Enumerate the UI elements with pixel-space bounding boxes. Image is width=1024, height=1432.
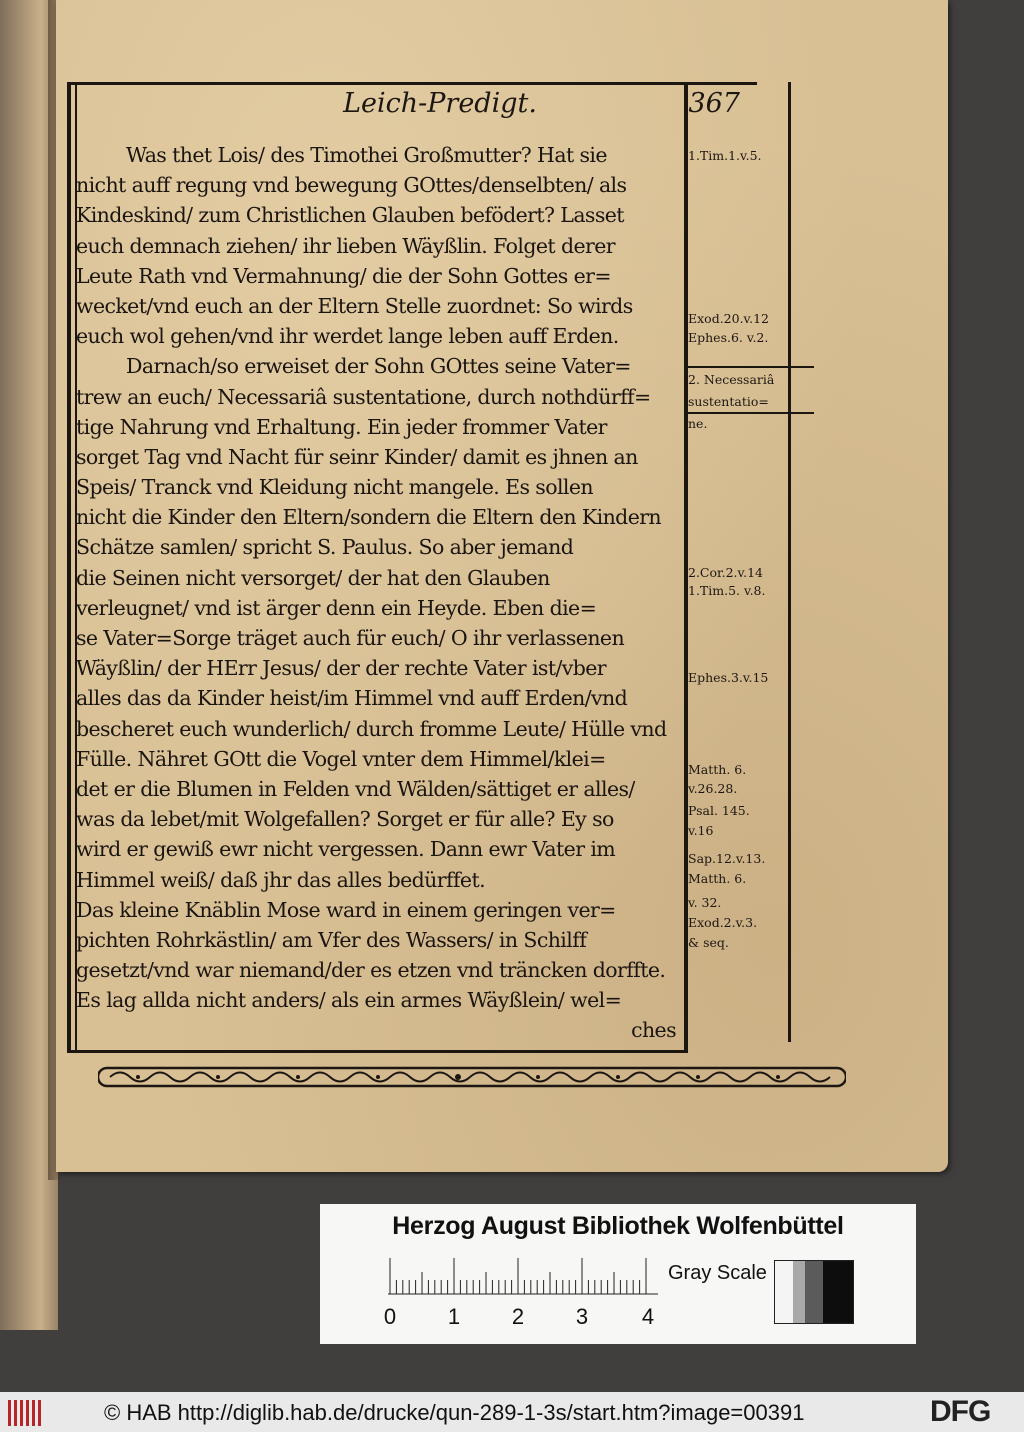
text-line: gesetzt/vnd war niemand/der es etzen vnd träncken dorffte. [76,958,666,983]
ruler-number: 3 [575,1304,589,1329]
text-line: Leute Rath vnd Vermahnung/ die der Sohn Gottes er= [76,263,611,288]
source-url-link[interactable]: © HAB http://diglib.hab.de/drucke/qun-289-1-3s/start.htm?image=00391 [104,1400,805,1425]
text-line: Schätze samlen/ spricht S. Paulus. So aber jemand [76,535,574,560]
text-line: wird er gewiß ewr nicht vergessen. Dann ewr Vater im [76,837,616,862]
text-line: Darnach/so erweiset der Sohn GOttes seine Vater= [126,354,631,379]
text-line: Wäyßlin/ der HErr Jesus/ der der rechte Vater ist/vber [76,656,606,681]
marginal-note: Exod.20.v.12 [688,311,770,326]
marginal-note: Ephes.3.v.15 [688,670,769,685]
text-line: die Seinen nicht versorget/ der hat den Glauben [76,565,550,590]
marginal-note: Exod.2.v.3. [688,915,758,930]
text-line: Speis/ Tranck vnd Kleidung nicht mangele. Es sollen [76,475,594,500]
marginal-note: 1.Tim.1.v.5. [688,148,762,163]
body-text [76,140,684,1050]
gray-scale-label: Gray Scale [668,1262,767,1284]
text-line: euch wol gehen/vnd ihr werdet lange leben auff Erden. [76,324,619,349]
running-head: Leich-Predigt. [343,88,537,119]
marginal-note: Ephes.6. v.2. [688,330,769,345]
text-line: nicht auff regung vnd bewegung GOttes/denselbten/ als [76,173,627,198]
marginal-note: v.26.28. [688,781,738,796]
text-line: Fülle. Nähret GOtt die Vogel vnter dem Himmel/klei= [76,746,606,771]
gray-patch [775,1261,793,1323]
footer-bar [0,1392,1024,1432]
text-line: sorget Tag vnd Nacht für seinr Kinder/ damit es jhnen an [76,444,638,469]
text-line: det er die Blumen in Felden vnd Wälden/sättiget er alles/ [76,776,635,801]
text-line: pichten Rohrkästlin/ am Vfer des Wassers/ in Schilff [76,927,587,952]
gray-patch [793,1261,805,1323]
marginal-note: 2. Necessariâ [688,372,775,387]
library-name: Herzog August Bibliothek Wolfenbüttel [392,1212,844,1240]
stripes-logo-icon [8,1400,46,1426]
marginal-note: Psal. 145. [688,803,750,818]
marginal-note: 1.Tim.5. v.8. [688,583,766,598]
text-line: Es lag allda nicht anders/ als ein armes Wäyßlein/ wel= [76,988,622,1013]
ruler-number: 0 [383,1304,397,1329]
frame-rule-bottom [67,1050,688,1053]
ruler-number: 1 [447,1304,461,1329]
catchword: ches [631,1018,676,1043]
sidenote-box-bottom [688,412,814,414]
frame-rule-left [67,82,71,1050]
text-line: Kindeskind/ zum Christlichen Glauben befödert? Lasset [76,203,624,228]
text-line: wecket/vnd euch an der Eltern Stelle zuordnet: So wirds [76,293,633,318]
ornament-band [98,1064,846,1090]
marginal-note: v.16 [688,823,714,838]
text-line: verleugnet/ vnd ist ärger denn ein Heyde. Eben die= [76,595,597,620]
text-line: se Vater=Sorge träget auch für euch/ O ihr verlassenen [76,626,625,650]
text-line: nicht die Kinder den Eltern/sondern die Eltern den Kindern [76,505,662,530]
marginal-note: Matth. 6. [688,871,747,886]
measurement-ruler [388,1254,658,1296]
gray-patch [805,1261,823,1323]
page-number: 367 [688,88,740,119]
marginal-note: & seq. [688,935,729,950]
text-line: Was thet Lois/ des Timothei Großmutter? Hat sie [126,143,607,167]
text-line: trew an euch/ Necessariâ sustentatione, durch nothdürff= [76,384,651,409]
marginal-note: v. 32. [688,895,722,910]
text-line: alles das da Kinder heist/im Himmel vnd auff Erden/vnd [76,686,628,711]
gray-patch [823,1261,853,1323]
sidenote-box-top [688,366,814,368]
marginal-note: Matth. 6. [688,762,747,777]
marginal-note: Sap.12.v.13. [688,851,766,866]
marginal-note: 2.Cor.2.v.14 [688,565,763,580]
gray-scale-patches [774,1260,854,1324]
marginal-note: ne. [688,416,708,431]
frame-rule-top [67,82,757,85]
dfg-logo: DFG [930,1395,991,1428]
ruler-number: 4 [641,1304,655,1329]
text-line: Himmel weiß/ daß jhr das alles bedürffet. [76,867,486,892]
text-line: was da lebet/mit Wolgefallen? Sorget er für alle? Ey so [76,807,614,832]
text-line: euch demnach ziehen/ ihr lieben Wäyßlin. Folget derer [76,233,615,258]
text-line: bescheret euch wunderlich/ durch fromme Leute/ Hülle vnd [76,716,667,741]
text-line: Das kleine Knäblin Mose ward in einem geringen ver= [76,897,616,922]
ruler-number: 2 [511,1304,525,1329]
marginal-note: sustentatio= [688,394,769,409]
color-target-card [320,1204,916,1344]
text-line: tige Nahrung vnd Erhaltung. Ein jeder frommer Vater [76,414,607,439]
